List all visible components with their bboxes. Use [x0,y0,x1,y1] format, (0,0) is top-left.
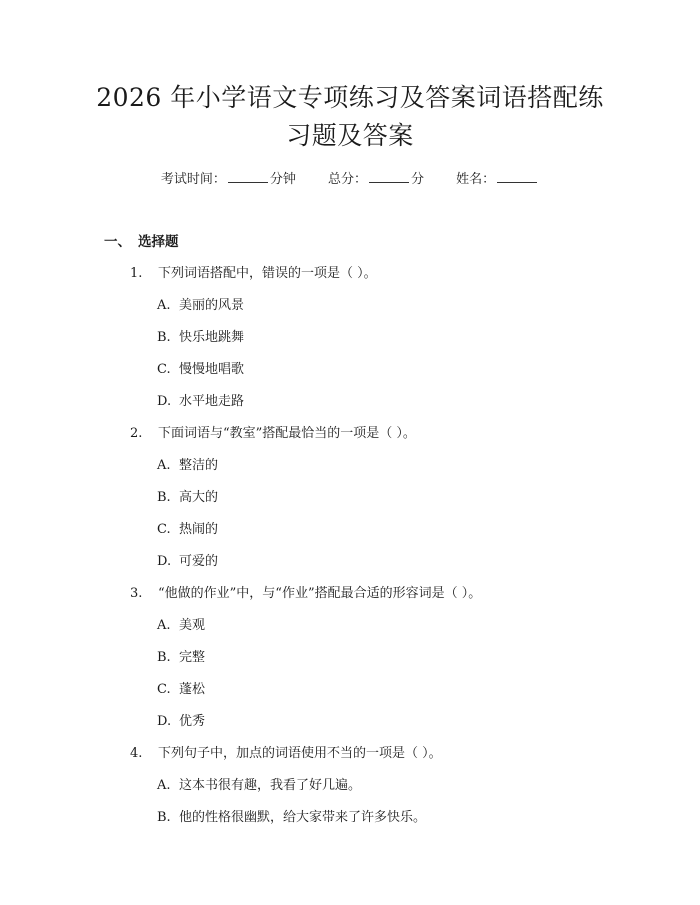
option-text: 完整 [179,650,206,665]
exam-score [328,168,424,187]
question-3-option-a [157,614,205,633]
question-2 [130,422,416,441]
score-blank [369,170,409,183]
question-2-option-a [157,454,218,473]
option-letter: B. [157,810,171,825]
question-number: 3. [130,586,143,601]
option-text: 热闹的 [179,522,219,537]
time-unit: 分钟 [269,172,296,187]
question-3 [130,582,481,601]
question-text: 下列词语搭配中，错误的一项是（ ）。 [158,266,377,281]
option-letter: D. [157,714,172,729]
section-number: 一、 [104,234,131,250]
question-3-option-d [157,710,205,729]
score-label: 总分： [327,172,367,187]
question-number: 4. [130,746,143,761]
option-text: 美丽的风景 [179,298,245,313]
option-letter: B. [157,330,171,345]
question-1-option-d [157,390,244,409]
exam-name [456,168,539,187]
score-unit: 分 [411,172,425,187]
option-text: 蓬松 [179,682,206,697]
option-letter: D. [157,394,172,409]
question-4-option-a [157,774,361,793]
option-text: 高大的 [179,490,219,505]
option-letter: D. [157,554,172,569]
page-title-line-1: 2026 年小学语文专项练习及答案词语搭配练 [96,83,604,112]
option-text: 快乐地跳舞 [179,330,245,345]
question-1-option-b [157,326,244,345]
time-blank [228,170,268,183]
option-text: 整洁的 [179,458,219,473]
question-text: 下列句子中，加点的词语使用不当的一项是（ ）。 [158,746,442,761]
option-text: 这本书很有趣，我看了好几遍。 [179,778,362,793]
question-text: 下面词语与“教室”搭配最恰当的一项是（ ）。 [158,426,416,441]
exam-time [161,168,296,187]
question-1-option-a [157,294,244,313]
question-number: 1. [130,266,143,281]
option-letter: A. [157,458,171,473]
question-2-option-b [157,486,218,505]
page-title-line-2: 习题及答案 [286,121,414,150]
time-label: 考试时间： [160,172,226,187]
option-letter: A. [157,298,171,313]
name-blank [497,170,537,183]
name-label: 姓名： [456,172,496,187]
question-2-option-d [157,550,218,569]
question-1 [130,262,377,281]
question-text: “他做的作业”中，与“作业”搭配最合适的形容词是（ ）。 [158,586,482,601]
question-4 [130,742,442,761]
question-2-option-c [157,518,218,537]
option-text: 优秀 [179,714,206,729]
option-text: 水平地走路 [179,394,245,409]
section-heading [104,230,179,250]
question-4-option-b [157,806,426,825]
option-letter: C. [157,682,171,697]
question-1-option-c [157,358,244,377]
option-letter: C. [157,362,171,377]
question-3-option-c [157,678,205,697]
option-text: 他的性格很幽默，给大家带来了许多快乐。 [179,810,427,825]
section-title: 选择题 [138,234,179,250]
option-letter: A. [157,618,171,633]
question-3-option-b [157,646,205,665]
option-letter: B. [157,490,171,505]
option-letter: A. [157,778,171,793]
option-letter: C. [157,522,171,537]
question-number: 2. [130,426,143,441]
option-text: 美观 [179,618,206,633]
option-text: 可爱的 [179,554,219,569]
option-letter: B. [157,650,171,665]
exam-meta [0,168,700,187]
option-text: 慢慢地唱歌 [179,362,245,377]
